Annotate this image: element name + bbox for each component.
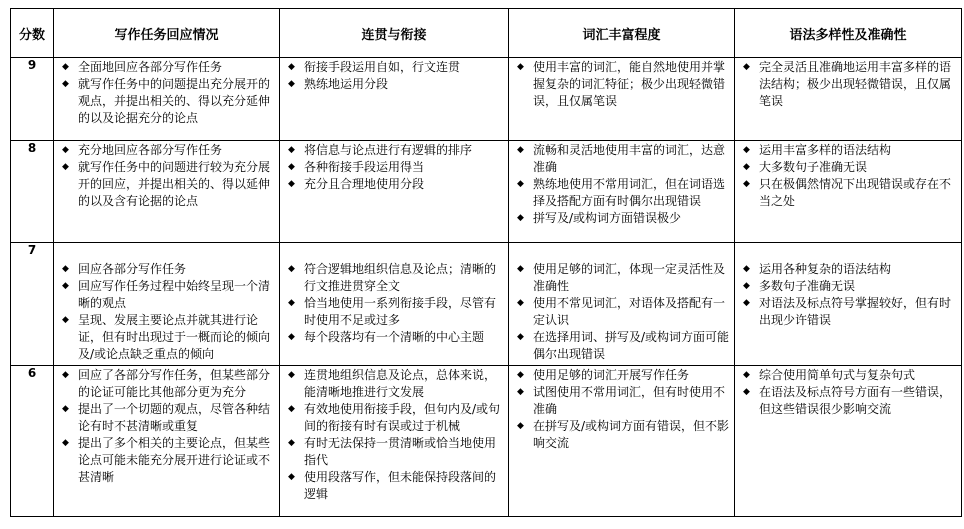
list-item: ◆ 回应写作任务过程中始终呈现一个清晰的观点 bbox=[58, 278, 275, 312]
list-item: ◆ 流畅和灵活地使用丰富的词汇，达意准确 bbox=[513, 142, 730, 176]
coherence-cell bbox=[280, 141, 509, 243]
list-item: ◆ 使用足够的词汇开展写作任务 bbox=[513, 367, 730, 384]
coherence-cell bbox=[280, 243, 509, 366]
vocab-cell bbox=[509, 58, 735, 141]
list-item: ◆ 完全灵活且准确地运用丰富多样的语法结构；极少出现轻微错误，且仅属笔误 bbox=[739, 59, 957, 110]
grammar-cell bbox=[735, 58, 962, 141]
table-row bbox=[11, 58, 962, 141]
list-item: ◆ 回应了各部分写作任务，但某些部分的论证可能比其他部分更为充分 bbox=[58, 367, 275, 401]
list-item: ◆ 在选择用词、拼写及/或构词方面可能偶尔出现错误 bbox=[513, 329, 730, 363]
list-item: ◆ 大多数句子准确无误 bbox=[739, 159, 957, 176]
list-item: ◆ 对语法及标点符号掌握较好，但有时出现少许错误 bbox=[739, 295, 957, 329]
list-item: ◆ 使用足够的词汇，体现一定灵活性及准确性 bbox=[513, 261, 730, 295]
list-item: ◆ 多数句子准确无误 bbox=[739, 278, 957, 295]
table-row bbox=[11, 366, 962, 517]
list-item: ◆ 综合使用简单句式与复杂句式 bbox=[739, 367, 957, 384]
list-item: ◆ 全面地回应各部分写作任务 bbox=[58, 59, 275, 76]
list-item: ◆ 拼写及/或构词方面错误极少 bbox=[513, 210, 730, 227]
grammar-cell bbox=[735, 366, 962, 517]
list-item: ◆ 有效地使用衔接手段，但句内及/或句间的衔接有时有误或过于机械 bbox=[284, 401, 504, 435]
score-cell: 6 bbox=[11, 366, 54, 517]
band-descriptor-table bbox=[10, 8, 962, 517]
task-cell bbox=[54, 366, 280, 517]
list-item: ◆ 回应各部分写作任务 bbox=[58, 261, 275, 278]
list-item: ◆ 有时无法保持一贯清晰或恰当地使用指代 bbox=[284, 435, 504, 469]
task-cell bbox=[54, 141, 280, 243]
list-item: ◆ 提出了多个相关的主要论点，但某些论点可能未能充分展开进行论证或不甚清晰 bbox=[58, 435, 275, 486]
list-item: ◆ 使用段落写作，但未能保持段落间的逻辑 bbox=[284, 469, 504, 503]
coherence-cell bbox=[280, 366, 509, 517]
list-item: ◆ 在拼写及/或构词方面有错误，但不影响交流 bbox=[513, 418, 730, 452]
list-item: ◆ 运用各种复杂的语法结构 bbox=[739, 261, 957, 278]
list-item: ◆ 在语法及标点符号方面有一些错误，但这些错误很少影响交流 bbox=[739, 384, 957, 418]
score-cell: 7 bbox=[11, 243, 54, 366]
header-coherence-cohesion: 连贯与衔接 bbox=[280, 9, 509, 58]
list-item: ◆ 充分地回应各部分写作任务 bbox=[58, 142, 275, 159]
list-item: ◆ 符合逻辑地组织信息及论点；清晰的行文推进贯穿全文 bbox=[284, 261, 504, 295]
list-item: ◆ 提出了一个切题的观点，尽管各种结论有时不甚清晰或重复 bbox=[58, 401, 275, 435]
table-row bbox=[11, 243, 962, 366]
list-item: ◆ 将信息与论点进行有逻辑的排序 bbox=[284, 142, 504, 159]
list-item: ◆ 熟练地使用不常用词汇，但在词语选择及搭配方面有时偶尔出现错误 bbox=[513, 176, 730, 210]
list-item: ◆ 恰当地使用一系列衔接手段，尽管有时使用不足或过多 bbox=[284, 295, 504, 329]
list-item: ◆ 每个段落均有一个清晰的中心主题 bbox=[284, 329, 504, 346]
list-item: ◆ 呈现、发展主要论点并就其进行论证，但有时出现过于一概而论的倾向及/或论点缺乏重点的倾向 bbox=[58, 312, 275, 363]
task-cell bbox=[54, 243, 280, 366]
score-cell: 9 bbox=[11, 58, 54, 141]
list-item: ◆ 只在极偶然情况下出现错误或存在不当之处 bbox=[739, 176, 957, 210]
list-item: ◆ 就写作任务中的问题提出充分展开的观点，并提出相关的、得以充分延伸的以及论据充分的论点 bbox=[58, 76, 275, 127]
task-cell bbox=[54, 58, 280, 141]
header-grammar: 语法多样性及准确性 bbox=[735, 9, 962, 58]
header-score: 分数 bbox=[11, 9, 54, 58]
list-item: ◆ 充分且合理地使用分段 bbox=[284, 176, 504, 193]
vocab-cell bbox=[509, 141, 735, 243]
list-item: ◆ 试图使用不常用词汇，但有时使用不准确 bbox=[513, 384, 730, 418]
header-lexical-resource: 词汇丰富程度 bbox=[509, 9, 735, 58]
header-task-response: 写作任务回应情况 bbox=[54, 9, 280, 58]
list-item: ◆ 各种衔接手段运用得当 bbox=[284, 159, 504, 176]
grammar-cell bbox=[735, 141, 962, 243]
list-item: ◆ 运用丰富多样的语法结构 bbox=[739, 142, 957, 159]
list-item: ◆ 使用丰富的词汇，能自然地使用并掌握复杂的词汇特征；极少出现轻微错误，且仅属笔误 bbox=[513, 59, 730, 110]
score-cell: 8 bbox=[11, 141, 54, 243]
list-item: ◆ 衔接手段运用自如，行文连贯 bbox=[284, 59, 504, 76]
header-row bbox=[11, 9, 962, 58]
grammar-cell bbox=[735, 243, 962, 366]
vocab-cell bbox=[509, 366, 735, 517]
list-item: ◆ 熟练地运用分段 bbox=[284, 76, 504, 93]
list-item: ◆ 就写作任务中的问题进行较为充分展开的回应，并提出相关的、得以延伸的以及含有论据的论点 bbox=[58, 159, 275, 210]
list-item: ◆ 使用不常见词汇，对语体及搭配有一定认识 bbox=[513, 295, 730, 329]
list-item: ◆ 连贯地组织信息及论点，总体来说，能清晰地推进行文发展 bbox=[284, 367, 504, 401]
coherence-cell bbox=[280, 58, 509, 141]
table-row bbox=[11, 141, 962, 243]
vocab-cell bbox=[509, 243, 735, 366]
